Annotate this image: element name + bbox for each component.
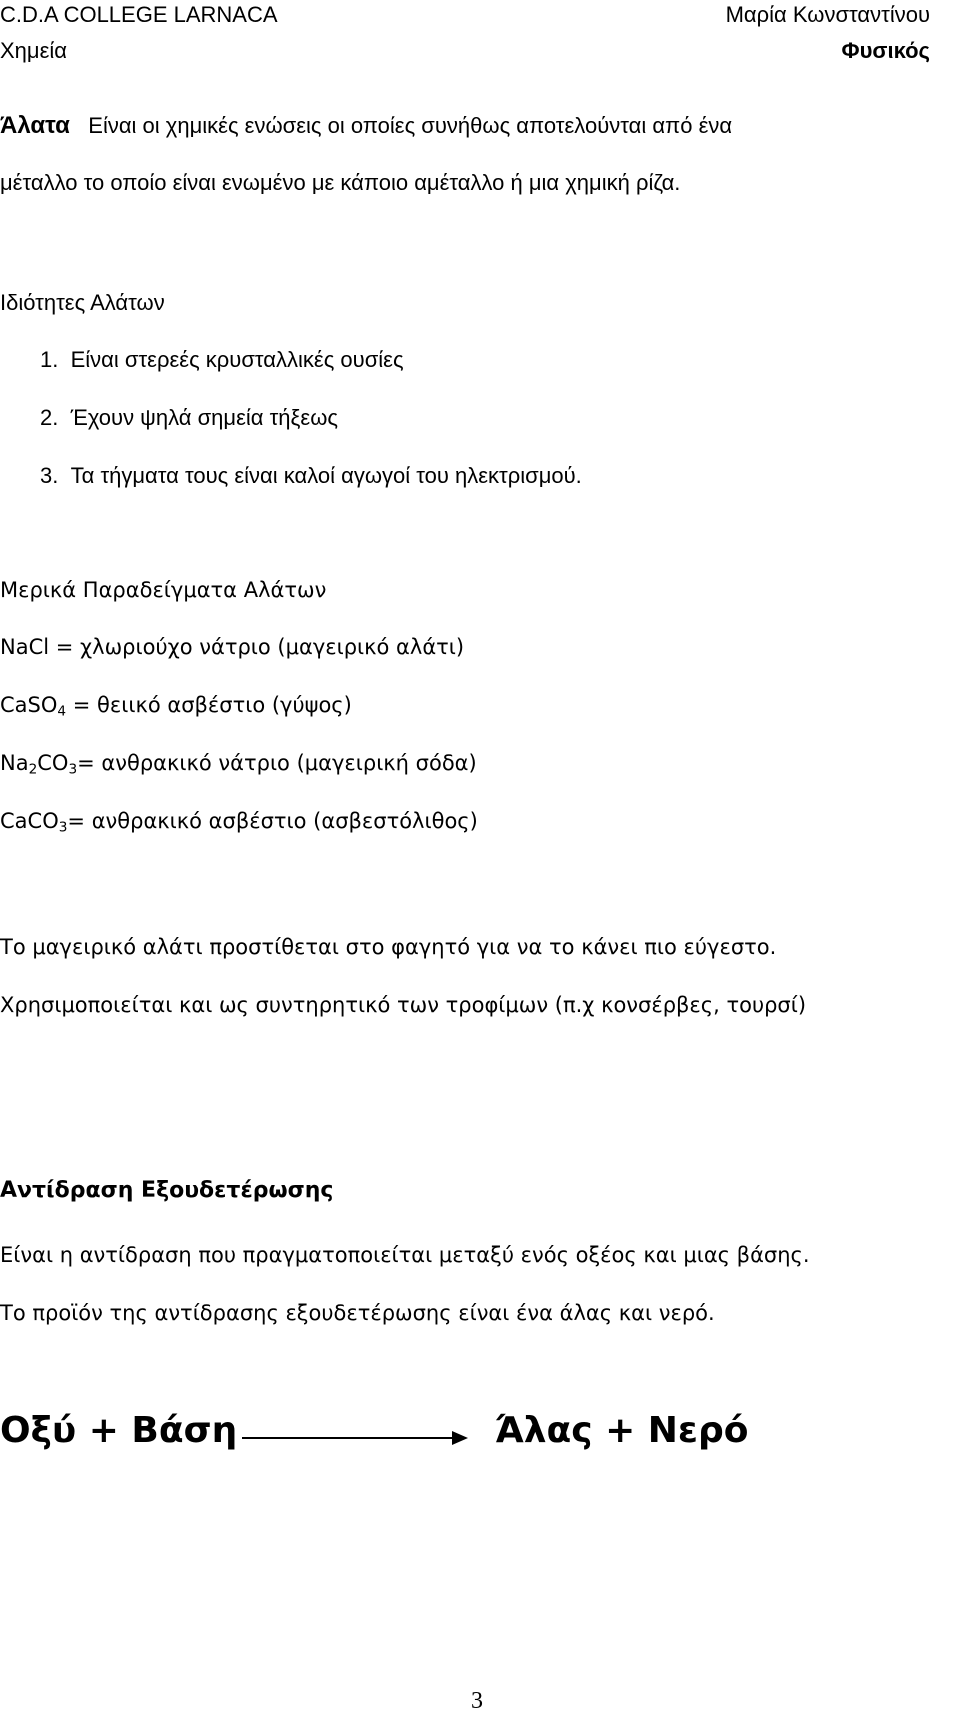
caso4-text: = θειικό ασβέστιο (γύψος) [66, 693, 352, 717]
reaction-arrow-icon [240, 1426, 470, 1450]
caso4-formula: CaSO [0, 693, 58, 717]
example-caco3 [0, 809, 478, 836]
property-text-1: Είναι στερεές κρυσταλλικές ουσίες [70, 347, 404, 372]
property-num-2: 2. [40, 405, 59, 430]
definition-text1: Είναι οι χημικές ενώσεις οι οποίες συνήθως αποτελούνται από ένα [88, 113, 733, 138]
example-nacl [0, 635, 464, 659]
na2co3-sub1: 2 [28, 761, 38, 778]
caco3-text: = ανθρακικό ασβέστιο (ασβεστόλιθος) [67, 809, 478, 833]
teacher-name: Μαρία Κωνσταντίνου [725, 2, 930, 27]
neutralization-line2: Το προϊόν της αντίδρασης εξουδετέρωσης είναι ένα άλας και νερό. [0, 1301, 715, 1325]
property-num-3: 3. [40, 463, 59, 488]
nacl-formula: NaCl [0, 635, 50, 659]
na2co3-part1: Na [0, 751, 29, 775]
example-caso4 [0, 693, 352, 720]
na2co3-sub2: 3 [68, 761, 78, 778]
neutralization-line1: Είναι η αντίδραση που πραγματοποιείται μεταξύ ενός οξέος και μιας βάσης. [0, 1243, 810, 1267]
definition-term: Άλατα [0, 112, 70, 139]
uses-line2: Χρησιμοποιείται και ως συντηρητικό των τροφίμων (π.χ κονσέρβες, τουρσί) [0, 993, 807, 1017]
page-number: 3 [471, 1688, 483, 1714]
na2co3-text: = ανθρακικό νάτριο (μαγειρική σόδα) [77, 751, 477, 775]
caso4-sub: 4 [57, 703, 67, 720]
property-text-3: Τα τήγματα τους είναι καλοί αγωγοί του ηλεκτρισμού. [70, 463, 582, 488]
nacl-text: = χλωριούχο νάτριο (μαγειρικό αλάτι) [49, 635, 465, 659]
subject-left: Χημεία [0, 38, 67, 63]
definition-line2: μέταλλο το οποίο είναι ενωμένο με κάποιο αμέταλλο ή μια χημική ρίζα. [0, 170, 681, 195]
neutralization-heading: Αντίδραση Εξουδετέρωσης [0, 1178, 334, 1203]
example-na2co3 [0, 751, 477, 778]
uses-line1: Το μαγειρικό αλάτι προστίθεται στο φαγητό για να το κάνει πιο εύγεστο. [0, 935, 777, 959]
caco3-formula: CaCO [0, 809, 59, 833]
equation-reactants: Οξύ + Βάση [0, 1410, 238, 1451]
property-item-2 [40, 405, 338, 431]
property-num-1: 1. [40, 347, 59, 372]
subject-right: Φυσικός [841, 38, 930, 63]
property-item-3 [40, 463, 582, 489]
examples-heading: Μερικά Παραδείγματα Αλάτων [0, 578, 327, 602]
equation-products: Άλας + Νερό [495, 1410, 749, 1451]
caco3-sub: 3 [58, 819, 68, 836]
school-name: C.D.A COLLEGE LARNACA [0, 2, 278, 27]
property-text-2: Έχουν ψηλά σημεία τήξεως [70, 405, 338, 430]
properties-heading: Ιδιότητες Αλάτων [0, 290, 165, 315]
definition-line1 [0, 112, 732, 140]
na2co3-part2: CO [37, 751, 69, 775]
property-item-1 [40, 347, 404, 373]
